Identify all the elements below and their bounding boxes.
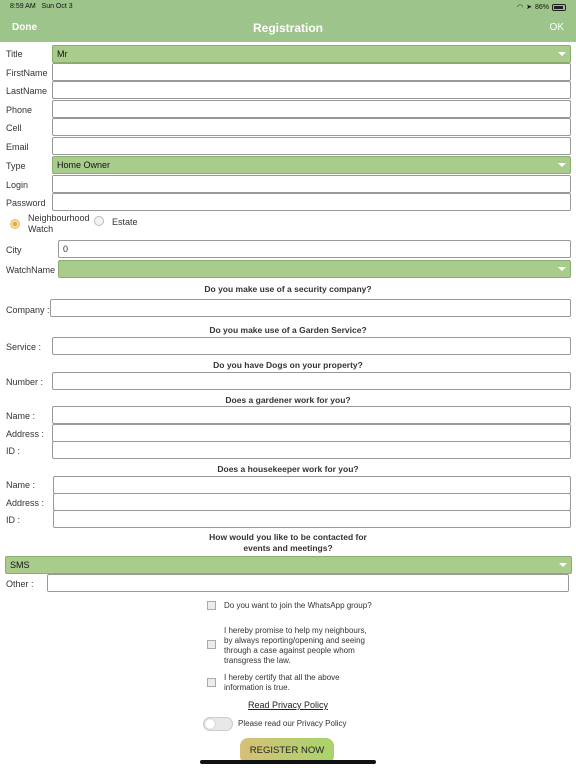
gardener-address-label: Address : bbox=[6, 429, 45, 439]
company-label: Company : bbox=[6, 305, 50, 315]
chevron-down-icon bbox=[558, 52, 566, 56]
housekeeper-address-input[interactable] bbox=[53, 493, 571, 511]
lastname-input[interactable] bbox=[52, 81, 571, 99]
watchname-label: WatchName bbox=[6, 265, 56, 275]
garden-question: Do you make use of a Garden Service? bbox=[209, 325, 367, 335]
email-input[interactable] bbox=[52, 137, 571, 155]
housekeeper-id-input[interactable] bbox=[53, 510, 571, 528]
phone-label: Phone bbox=[6, 105, 33, 115]
page-title: Registration bbox=[252, 21, 323, 35]
nav-bar bbox=[0, 14, 576, 42]
status-right bbox=[517, 3, 566, 11]
cell-label: Cell bbox=[6, 123, 22, 133]
status-date: Sun Oct 3 bbox=[41, 3, 73, 10]
chevron-down-icon bbox=[558, 163, 566, 167]
radio-neighbourhood-watch-label: Neighbourhood Watch bbox=[28, 213, 90, 234]
contact-question bbox=[0, 532, 576, 554]
chevron-down-icon bbox=[559, 563, 567, 567]
company-input[interactable] bbox=[50, 299, 571, 317]
dogs-question: Do you have Dogs on your property? bbox=[213, 360, 363, 370]
lastname-label: LastName bbox=[6, 86, 48, 96]
type-label: Type bbox=[6, 161, 26, 171]
radio-estate[interactable] bbox=[94, 216, 104, 226]
watchname-select[interactable] bbox=[58, 260, 571, 278]
promise-checkbox[interactable] bbox=[207, 640, 216, 649]
register-button[interactable]: REGISTER NOW bbox=[240, 738, 334, 764]
status-time: 8:59 AM Sun Oct 3 bbox=[10, 3, 73, 10]
contact-value: SMS bbox=[10, 560, 30, 570]
location-icon: ➤ bbox=[526, 4, 532, 11]
done-button[interactable]: Done bbox=[12, 22, 37, 33]
certify-text: I hereby certify that all the above information is true. bbox=[224, 673, 340, 692]
home-indicator bbox=[200, 760, 376, 764]
whatsapp-checkbox[interactable] bbox=[207, 601, 216, 610]
password-label: Password bbox=[6, 198, 46, 208]
title-select[interactable] bbox=[52, 45, 571, 63]
firstname-label: FirstName bbox=[6, 68, 48, 78]
ok-button[interactable]: OK bbox=[549, 22, 564, 33]
housekeeper-id-label: ID : bbox=[6, 515, 21, 525]
housekeeper-address-label: Address : bbox=[6, 498, 45, 508]
privacy-toggle-label: Please read our Privacy Policy bbox=[238, 719, 347, 728]
firstname-input[interactable] bbox=[52, 63, 571, 81]
gardener-name-label: Name : bbox=[6, 411, 36, 421]
contact-select[interactable] bbox=[5, 556, 572, 574]
contact-question-line1: How would you like to be contacted for bbox=[209, 532, 367, 542]
gardener-id-input[interactable] bbox=[52, 441, 571, 459]
service-label: Service : bbox=[6, 342, 42, 352]
email-label: Email bbox=[6, 142, 29, 152]
dogs-number-label: Number : bbox=[6, 377, 44, 387]
other-label: Other : bbox=[6, 579, 34, 589]
login-input[interactable] bbox=[52, 175, 571, 193]
radio-neighbourhood-watch[interactable] bbox=[10, 219, 20, 229]
housekeeper-name-input[interactable] bbox=[53, 476, 571, 494]
login-label: Login bbox=[6, 180, 29, 190]
gardener-id-label: ID : bbox=[6, 446, 21, 456]
promise-text: I hereby promise to help my neighbours, by always reporting/opening and seeing through a case against people whom transgress the law. bbox=[224, 626, 367, 665]
phone-input[interactable] bbox=[52, 100, 571, 118]
other-input[interactable] bbox=[47, 574, 569, 592]
housekeeper-name-label: Name : bbox=[6, 480, 36, 490]
status-bar bbox=[0, 0, 576, 14]
wifi-icon: ◠ bbox=[517, 4, 524, 11]
city-input[interactable] bbox=[58, 240, 571, 258]
privacy-link[interactable]: Read Privacy Policy bbox=[247, 700, 329, 710]
city-label: City bbox=[6, 245, 22, 255]
cell-input[interactable] bbox=[52, 118, 571, 136]
title-value: Mr bbox=[57, 49, 68, 59]
gardener-name-input[interactable] bbox=[52, 406, 571, 424]
battery-percent: 86% bbox=[534, 3, 549, 11]
gardener-address-input[interactable] bbox=[52, 424, 571, 442]
dogs-number-input[interactable] bbox=[52, 372, 571, 390]
whatsapp-text: Do you want to join the WhatsApp group? bbox=[224, 601, 372, 610]
type-value: Home Owner bbox=[57, 160, 111, 170]
housekeeper-question: Does a housekeeper work for you? bbox=[217, 464, 359, 474]
certify-checkbox[interactable] bbox=[207, 678, 216, 687]
toggle-knob bbox=[205, 719, 215, 729]
radio-estate-label: Estate bbox=[112, 217, 138, 227]
type-select[interactable] bbox=[52, 156, 571, 174]
gardener-question: Does a gardener work for you? bbox=[225, 395, 351, 405]
title-label: Title bbox=[6, 49, 23, 59]
chevron-down-icon bbox=[558, 267, 566, 271]
battery-icon bbox=[552, 4, 566, 11]
contact-question-line2: events and meetings? bbox=[243, 543, 333, 553]
city-value: 0 bbox=[63, 244, 69, 254]
privacy-toggle[interactable] bbox=[203, 717, 233, 731]
service-input[interactable] bbox=[52, 337, 571, 355]
password-input[interactable] bbox=[52, 193, 571, 211]
security-question: Do you make use of a security company? bbox=[204, 284, 372, 294]
